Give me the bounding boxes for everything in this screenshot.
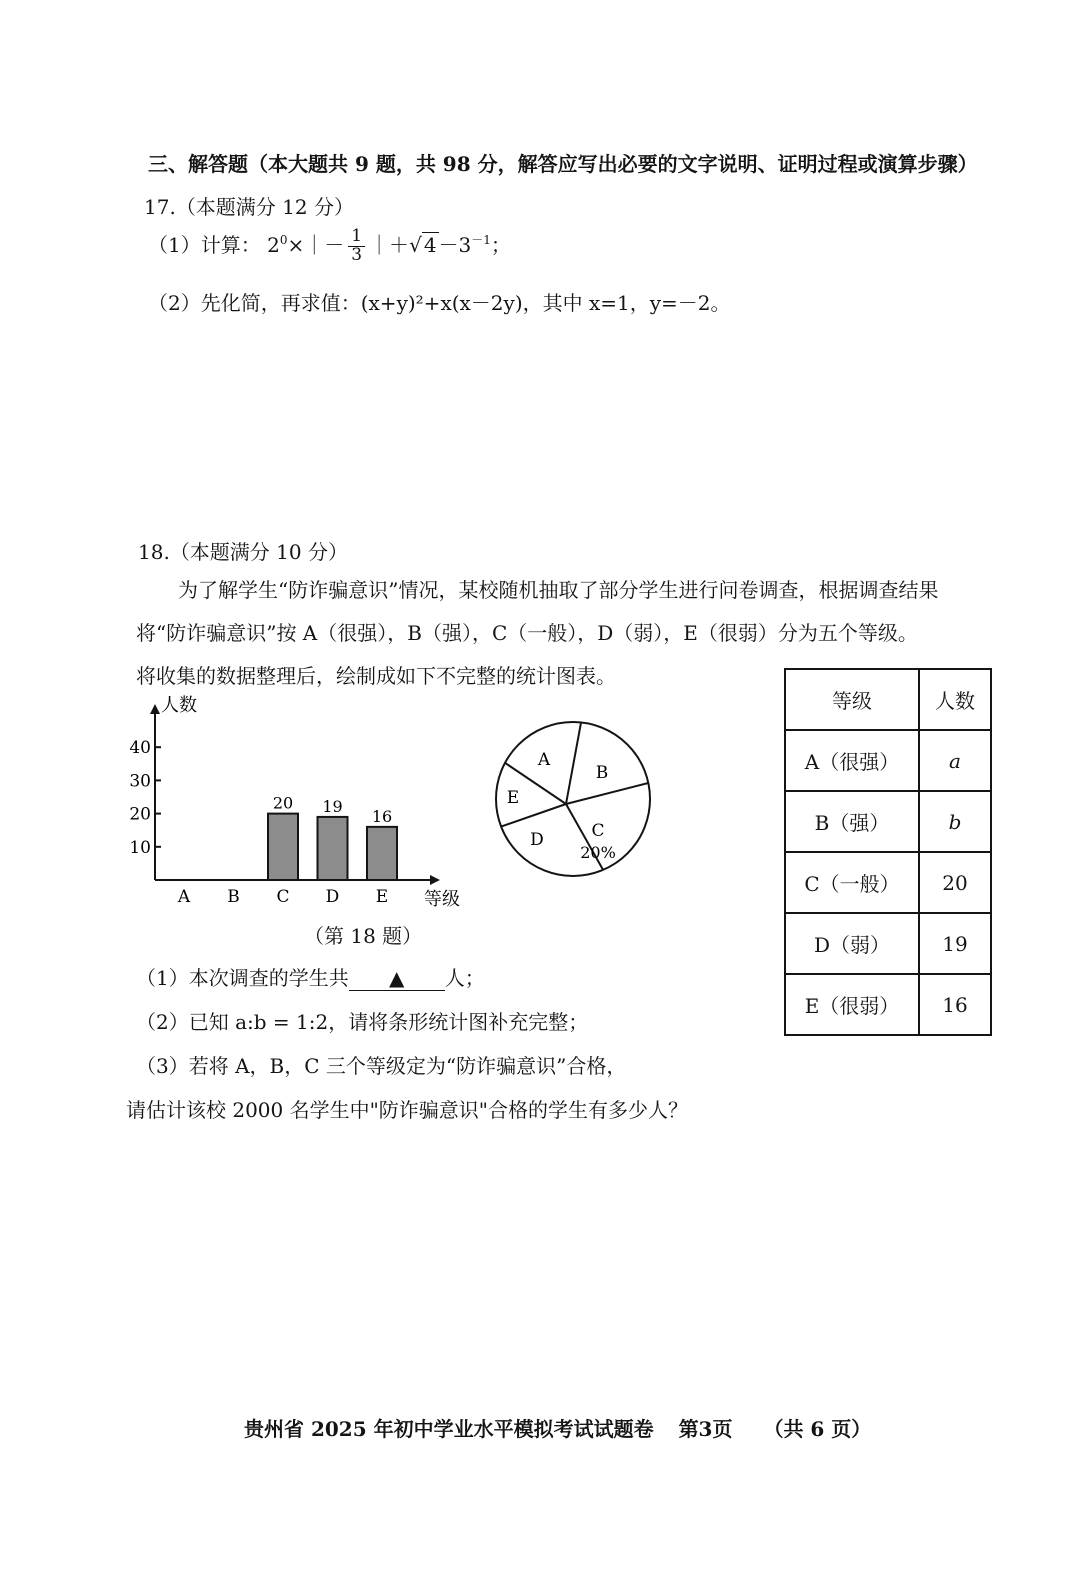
- q17-part1-exp-neg1: －1: [471, 233, 491, 248]
- var-a: a: [949, 748, 961, 773]
- sqrt-sign: √: [409, 232, 422, 257]
- table-cell-count: 20: [919, 852, 991, 913]
- footer-title: 贵州省 2025 年初中学业水平模拟考试试题卷: [244, 1417, 654, 1441]
- x-tick-label: D: [325, 887, 340, 907]
- bar-c: [268, 814, 298, 880]
- table-header-grade: 等级: [785, 669, 919, 730]
- q17-part1-exp0: 0: [279, 233, 288, 248]
- table-cell-grade: B（强）: [785, 791, 919, 852]
- sqrt-radicand: 4: [423, 232, 437, 257]
- section-title: 三、解答题（本大题共 9 题，共 98 分，解答应写出必要的文字说明、证明过程或演算步骤）: [148, 152, 978, 176]
- table-cell-grade: D（弱）: [785, 913, 919, 974]
- table-cell-grade: C（一般）: [785, 852, 919, 913]
- x-tick-label: B: [227, 887, 240, 907]
- table-cell-grade: A（很强）: [785, 730, 919, 791]
- bar-chart: [120, 688, 480, 916]
- y-tick-label: 30: [129, 771, 151, 792]
- fraction-numerator: 1: [348, 228, 365, 247]
- y-tick-label: 40: [129, 738, 151, 759]
- table-header-row: [785, 669, 991, 730]
- data-label: 20: [272, 793, 294, 813]
- x-tick-label: E: [375, 887, 389, 907]
- q17-score: （本题满分 12 分）: [175, 195, 354, 219]
- q18-sub2: （2）已知 a:b = 1:2，请将条形统计图补充完整；: [136, 1010, 589, 1034]
- bar-e: [367, 827, 397, 880]
- y-tick-label: 10: [129, 837, 151, 858]
- x-axis-label: 等级: [424, 889, 460, 910]
- y-axis-label: 人数: [161, 695, 197, 716]
- q17-part1-times: ×｜－: [287, 232, 345, 257]
- q18-number: 18.: [138, 540, 170, 564]
- x-tick-label: C: [276, 887, 290, 907]
- pie-divider: [566, 783, 648, 804]
- table-cell-count: [919, 730, 991, 791]
- q18-sub1: [136, 962, 485, 991]
- q17-part1-base: 2: [267, 232, 280, 257]
- figure-caption: （第 18 题）: [304, 924, 423, 948]
- q17-header: [144, 191, 354, 220]
- table-cell-count: [919, 791, 991, 852]
- pie-divider: [566, 722, 581, 804]
- pie-label-e: E: [506, 788, 520, 808]
- q17-part1-minus3: －3: [438, 232, 472, 257]
- var-b: b: [948, 809, 962, 834]
- footer-total: （共 6 页）: [763, 1417, 872, 1441]
- x-tick-label: A: [177, 887, 191, 907]
- y-tick-label: 20: [129, 804, 151, 825]
- pie-label-c: C: [591, 821, 605, 841]
- table-cell-grade: E（很弱）: [785, 974, 919, 1035]
- q18-header: [138, 536, 348, 565]
- table-header-count: 人数: [919, 669, 991, 730]
- data-label: 16: [371, 806, 393, 826]
- y-axis-arrow: [150, 704, 160, 714]
- table-row: [785, 791, 991, 852]
- q18-sub1-suffix: 人；: [444, 966, 485, 990]
- q17-number: 17.: [144, 195, 176, 219]
- table-row: [785, 913, 991, 974]
- footer: [244, 1413, 871, 1442]
- q17-part1-end: ；: [490, 232, 511, 257]
- q18-sub1-prefix: （1）本次调查的学生共: [136, 966, 349, 990]
- answer-blank: ▲: [349, 966, 445, 991]
- bar-d: [318, 817, 348, 880]
- table-row: [785, 730, 991, 791]
- x-axis-arrow: [430, 875, 440, 885]
- pie-chart: [486, 712, 660, 886]
- pie-percent-c: 20%: [580, 843, 616, 862]
- table-row: [785, 974, 991, 1035]
- pie-label-b: B: [595, 763, 609, 783]
- q18-sub3-cont: 请估计该校 2000 名学生中"防诈骗意识"合格的学生有多少人？: [126, 1098, 689, 1122]
- q17-part1: [148, 228, 511, 265]
- q17-part1-label: （1）计算：: [148, 232, 261, 257]
- pie-label-a: A: [537, 750, 551, 770]
- q18-para3: 将收集的数据整理后，绘制成如下不完整的统计图表。: [136, 664, 616, 688]
- fraction-denominator: 3: [351, 244, 363, 265]
- q18-para2: 将“防诈骗意识”按 A（很强），B（强），C（一般），D（弱），E（很弱）分为五个等级。: [136, 621, 918, 645]
- q17-part1-after-frac: ｜＋: [369, 232, 410, 257]
- q17-fraction: [348, 228, 365, 265]
- pie-label-d: D: [530, 830, 544, 850]
- table-cell-count: 16: [919, 974, 991, 1035]
- table-row: [785, 852, 991, 913]
- footer-page: 第3页: [678, 1417, 733, 1441]
- q17-part2: （2）先化简，再求值：(x+y)²+x(x－2y)，其中 x=1，y=－2。: [148, 291, 731, 315]
- grade-table: [784, 668, 992, 1036]
- q18-score: （本题满分 10 分）: [169, 540, 348, 564]
- data-label: 19: [322, 796, 343, 816]
- table-cell-count: 19: [919, 913, 991, 974]
- q18-para1: 为了解学生“防诈骗意识”情况，某校随机抽取了部分学生进行问卷调查，根据调查结果: [178, 578, 939, 602]
- q18-sub3: （3）若将 A，B，C 三个等级定为“防诈骗意识”合格，: [136, 1054, 627, 1078]
